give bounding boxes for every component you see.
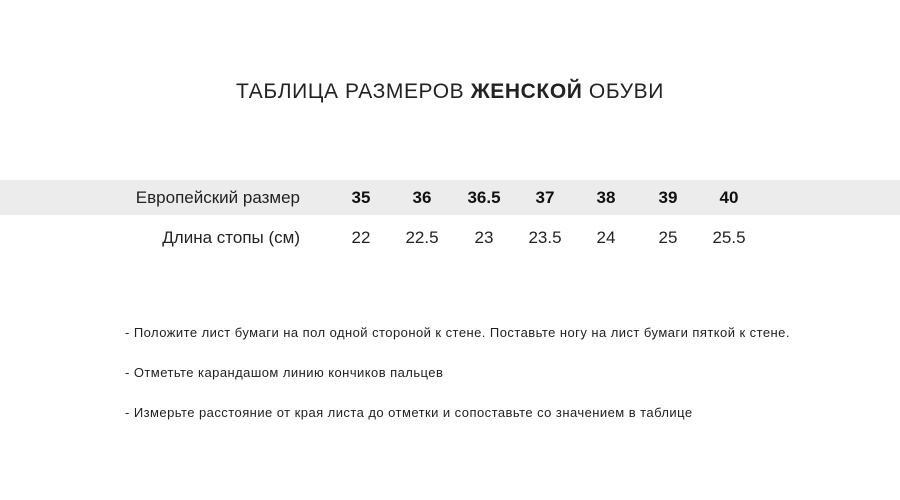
measurement-instructions [125,324,790,444]
title-part-2: ОБУВИ [588,80,664,103]
size-cell: 36 [412,188,432,207]
length-cell: 25.5 [712,228,746,247]
length-cell: 22.5 [405,228,439,247]
length-cell: 23.5 [528,228,562,247]
size-cell: 37 [535,188,555,207]
foot-length-row-label: Длина стопы (см) [162,228,300,247]
size-cell: 38 [596,188,616,207]
title-bold-word: ЖЕНСКОЙ [470,80,583,103]
foot-length-row [0,220,900,255]
length-cell: 23 [474,228,494,247]
length-cell: 22 [351,228,371,247]
length-cell: 24 [596,228,616,247]
instruction-item: - Отметьте карандашом линию кончиков пальцев [125,365,444,380]
size-row-label: Европейский размер [135,188,300,207]
length-cell: 25 [658,228,678,247]
instruction-item: - Положите лист бумаги на пол одной стороной к стене. Поставьте ногу на лист бумаги пяткой к стене. [125,325,790,340]
size-row [0,180,900,215]
page-title [0,80,900,104]
size-cell: 36.5 [467,188,501,207]
size-cell: 35 [351,188,371,207]
size-cell: 40 [719,188,739,207]
title-part-1: ТАБЛИЦА РАЗМЕРОВ [236,80,465,103]
instruction-item: - Измерьте расстояние от края листа до отметки и сопоставьте со значением в таблице [125,405,693,420]
size-cell: 39 [658,188,678,207]
